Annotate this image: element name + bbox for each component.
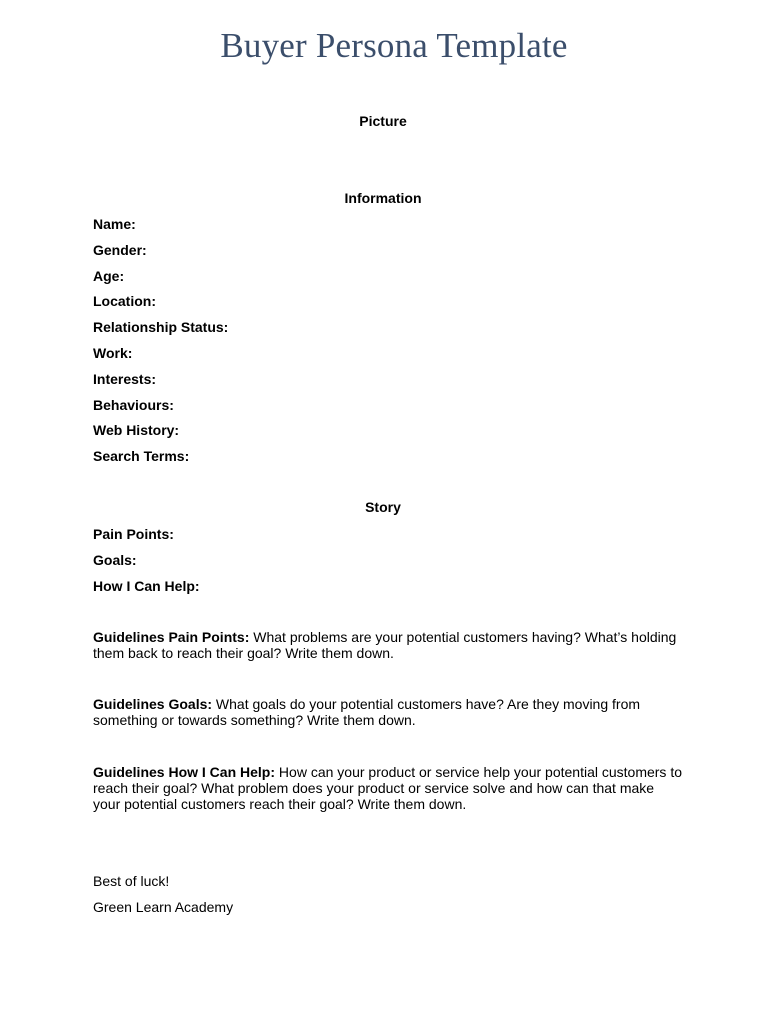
interests-field-label: Interests: <box>93 370 157 387</box>
goals-field-label: Goals: <box>93 551 137 568</box>
guideline-goals-title: Guidelines Goals: <box>93 696 213 712</box>
guideline-how-i-can-help-title: Guidelines How I Can Help: <box>93 764 276 780</box>
picture-heading: Picture <box>359 113 407 129</box>
page-title: Buyer Persona Template <box>220 26 568 65</box>
guideline-pain-points-title: Guidelines Pain Points: <box>93 629 250 645</box>
closing-wish: Best of luck! <box>93 873 170 889</box>
guideline-goals <box>93 696 693 728</box>
guideline-how-i-can-help-text: How can your product or service help your potential customers to reach their goal? What problem does your product or service solve and how can that make your potential customers reach their goal? Write them down. <box>93 764 683 812</box>
web-history-field-label: Web History: <box>93 422 180 439</box>
story-field-list <box>93 525 200 602</box>
gender-field-label: Gender: <box>93 241 147 258</box>
name-field-label: Name: <box>93 216 136 232</box>
information-heading: Information <box>344 190 422 206</box>
guideline-goals-text: What goals do your potential customers have? Are they moving from something or towards something? Write them down. <box>93 696 641 728</box>
closing-signature: Green Learn Academy <box>93 899 234 915</box>
guideline-pain-points-text: What problems are your potential customers having? What’s holding them back to reach their goal? Write them down. <box>93 629 677 661</box>
location-field-label: Location: <box>93 293 156 310</box>
behaviours-field-label: Behaviours: <box>93 396 174 413</box>
work-field-label: Work: <box>93 344 133 361</box>
guideline-pain-points <box>93 629 693 661</box>
relationship-status-field-label: Relationship Status: <box>93 319 229 336</box>
story-heading: Story <box>365 499 401 515</box>
information-field-list <box>93 215 228 473</box>
guideline-how-i-can-help <box>93 764 683 812</box>
how-i-can-help-field-label: How I Can Help: <box>93 577 200 594</box>
search-terms-field-label: Search Terms: <box>93 448 190 465</box>
age-field-label: Age: <box>93 267 125 284</box>
pain-points-field-label: Pain Points: <box>93 526 174 542</box>
